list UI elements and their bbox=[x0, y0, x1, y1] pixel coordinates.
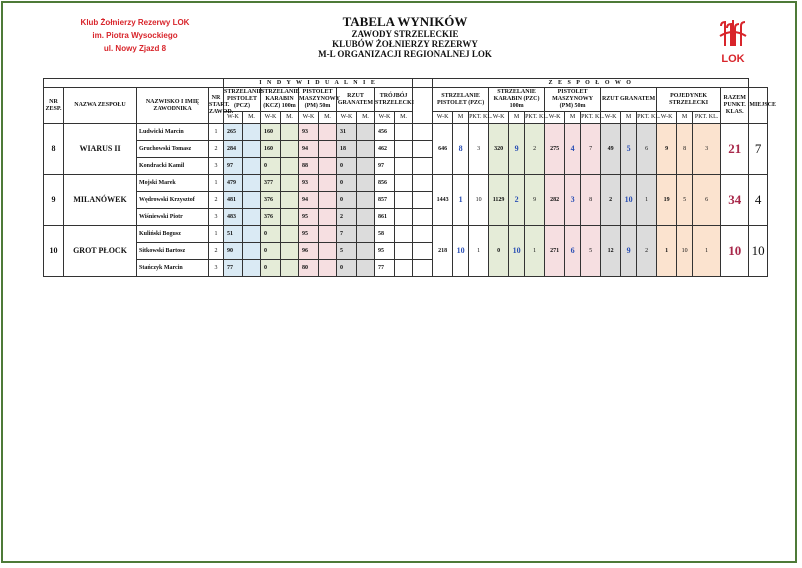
trojboj-wk: 462 bbox=[375, 141, 395, 158]
zesp-rzut-wk: 12 bbox=[601, 226, 621, 277]
zesp-pistolet-m: 8 bbox=[453, 124, 469, 175]
pm-m bbox=[319, 175, 337, 192]
zesp-karabin-wk: 0 bbox=[489, 226, 509, 277]
zesp-karabin-wk: 320 bbox=[489, 124, 509, 175]
spacer-cell bbox=[413, 209, 433, 226]
competitor-name: Mojski Marek bbox=[137, 175, 209, 192]
table-row bbox=[44, 175, 768, 192]
spacer-cell bbox=[413, 175, 433, 192]
header-zesp-pistolet-maszynowy: PISTOLET MASZYNOWY (PM) 50m bbox=[545, 88, 601, 112]
pistolet-wk: 51 bbox=[224, 226, 243, 243]
club-street: ul. Nowy Zjazd 8 bbox=[103, 44, 167, 53]
pm-wk: 94 bbox=[299, 141, 319, 158]
zesp-pm-pkt: 5 bbox=[581, 226, 601, 277]
trojboj-m bbox=[395, 141, 413, 158]
pm-m bbox=[319, 158, 337, 175]
zesp-pistolet-pkt: 3 bbox=[469, 124, 489, 175]
header-zesp-pojedynek: POJEDYNEK STRZELECKI bbox=[657, 88, 721, 112]
sub-header-pkt: PKT. KL. bbox=[525, 112, 545, 124]
sub-header-wk: W-K bbox=[261, 112, 281, 124]
team-number: 9 bbox=[44, 175, 64, 226]
karabin-wk: 0 bbox=[261, 243, 281, 260]
start-number: 2 bbox=[209, 192, 224, 209]
trojboj-m bbox=[395, 175, 413, 192]
header-trojboj: TRÓJBÓJ STRZELECKI bbox=[375, 88, 413, 112]
competitor-name: Ludwicki Marcin bbox=[137, 124, 209, 141]
rzut-wk: 2 bbox=[337, 209, 357, 226]
pistolet-m bbox=[243, 226, 261, 243]
zesp-pistolet-pkt: 1 bbox=[469, 226, 489, 277]
zesp-pistolet-wk: 218 bbox=[433, 226, 453, 277]
competitor-name: Gruchowski Tomasz bbox=[137, 141, 209, 158]
rzut-m bbox=[357, 175, 375, 192]
pm-wk: 93 bbox=[299, 124, 319, 141]
spacer-cell bbox=[413, 243, 433, 260]
pistolet-m bbox=[243, 124, 261, 141]
karabin-m bbox=[281, 158, 299, 175]
karabin-wk: 160 bbox=[261, 141, 281, 158]
sub-header-pkt: PKT. KL. bbox=[693, 112, 721, 124]
sub-header-m: M bbox=[621, 112, 637, 124]
trojboj-m bbox=[395, 243, 413, 260]
rzut-m bbox=[357, 141, 375, 158]
trojboj-m bbox=[395, 226, 413, 243]
pm-m bbox=[319, 141, 337, 158]
miejsce-value: 4 bbox=[749, 175, 768, 226]
competitor-name: Kuliński Bogusz bbox=[137, 226, 209, 243]
sub-header-wk: W-K bbox=[375, 112, 395, 124]
zesp-karabin-wk: 1129 bbox=[489, 175, 509, 226]
start-number: 1 bbox=[209, 175, 224, 192]
logo-lettering: LOK bbox=[721, 53, 745, 65]
trojboj-wk: 77 bbox=[375, 260, 395, 277]
rzut-wk: 0 bbox=[337, 158, 357, 175]
zesp-pistolet-m: 10 bbox=[453, 226, 469, 277]
spacer-cell bbox=[413, 260, 433, 277]
sub-header-wk: W-K bbox=[601, 112, 621, 124]
pm-m bbox=[319, 226, 337, 243]
header-miejsce: MIEJSCE bbox=[749, 88, 768, 124]
section-zespolowo: Z E S P O Ł O W O bbox=[433, 79, 749, 88]
competitor-name: Wędrowski Krzysztof bbox=[137, 192, 209, 209]
page-title: TABELA WYNIKÓW bbox=[342, 14, 468, 29]
team-name: WIARUS II bbox=[64, 124, 137, 175]
table-row bbox=[44, 226, 768, 243]
pm-wk: 93 bbox=[299, 175, 319, 192]
trojboj-wk: 95 bbox=[375, 243, 395, 260]
sub-header-wk: W-K bbox=[337, 112, 357, 124]
team-name: GROT PŁOCK bbox=[64, 226, 137, 277]
zesp-karabin-m: 10 bbox=[509, 226, 525, 277]
pistolet-wk: 90 bbox=[224, 243, 243, 260]
zesp-karabin-pkt: 2 bbox=[525, 124, 545, 175]
header-strz-pistolet: STRZELANIE PISTOLET (PCZ) bbox=[224, 88, 261, 112]
spacer-cell bbox=[413, 79, 433, 88]
razem-punkty: 10 bbox=[721, 226, 749, 277]
subtitle-line-2: KLUBÓW ŻOŁNIERZY REZERWY bbox=[332, 39, 478, 49]
sub-header-m: M. bbox=[281, 112, 299, 124]
zesp-pistolet-wk: 1443 bbox=[433, 175, 453, 226]
header-zesp-strz-pistolet: STRZELANIE PISTOLET (PZC) bbox=[433, 88, 489, 112]
header-razem: RAZEM PUNKT. KLAS. bbox=[721, 88, 749, 124]
trojboj-wk: 58 bbox=[375, 226, 395, 243]
sub-header-pkt: PKT. KL. bbox=[637, 112, 657, 124]
miejsce-value: 10 bbox=[749, 226, 768, 277]
spacer-cell bbox=[413, 88, 433, 124]
pm-m bbox=[319, 260, 337, 277]
pm-m bbox=[319, 243, 337, 260]
club-address bbox=[60, 16, 210, 55]
competitor-name: Sitkowski Bartosz bbox=[137, 243, 209, 260]
start-number: 1 bbox=[209, 124, 224, 141]
club-name: Klub Żołnierzy Rezerwy LOK bbox=[80, 18, 190, 27]
trojboj-m bbox=[395, 260, 413, 277]
sub-header-pkt: PKT. KL. bbox=[581, 112, 601, 124]
pm-wk: 95 bbox=[299, 209, 319, 226]
trojboj-wk: 97 bbox=[375, 158, 395, 175]
sub-header-m: M bbox=[565, 112, 581, 124]
sub-header-wk: W-K bbox=[224, 112, 243, 124]
start-number: 1 bbox=[209, 226, 224, 243]
karabin-m bbox=[281, 243, 299, 260]
pistolet-wk: 77 bbox=[224, 260, 243, 277]
spacer-cell bbox=[413, 226, 433, 243]
header-pistolet-maszynowy: PISTOLET MASZYNOWY (PM) 50m bbox=[299, 88, 337, 112]
zesp-pm-wk: 282 bbox=[545, 175, 565, 226]
karabin-wk: 0 bbox=[261, 158, 281, 175]
zesp-pm-m: 3 bbox=[565, 175, 581, 226]
sub-header-m: M bbox=[509, 112, 525, 124]
header-zesp-rzut-granatem: RZUT GRANATEM bbox=[601, 88, 657, 112]
zesp-pojedynek-wk: 9 bbox=[657, 124, 677, 175]
spacer-cell bbox=[413, 141, 433, 158]
pm-wk: 95 bbox=[299, 226, 319, 243]
pm-wk: 96 bbox=[299, 243, 319, 260]
sub-header-m: M. bbox=[243, 112, 261, 124]
pistolet-wk: 265 bbox=[224, 124, 243, 141]
zesp-rzut-wk: 49 bbox=[601, 124, 621, 175]
rzut-wk: 5 bbox=[337, 243, 357, 260]
zesp-pojedynek-m: 10 bbox=[677, 226, 693, 277]
zesp-rzut-m: 10 bbox=[621, 175, 637, 226]
pistolet-m bbox=[243, 260, 261, 277]
zesp-karabin-m: 9 bbox=[509, 124, 525, 175]
karabin-wk: 160 bbox=[261, 124, 281, 141]
karabin-wk: 376 bbox=[261, 209, 281, 226]
pistolet-wk: 284 bbox=[224, 141, 243, 158]
zesp-rzut-pkt: 2 bbox=[637, 226, 657, 277]
start-number: 2 bbox=[209, 141, 224, 158]
sub-header-m: M bbox=[453, 112, 469, 124]
spacer-cell bbox=[44, 79, 224, 88]
pistolet-wk: 97 bbox=[224, 158, 243, 175]
karabin-m bbox=[281, 209, 299, 226]
pistolet-wk: 483 bbox=[224, 209, 243, 226]
zesp-rzut-pkt: 6 bbox=[637, 124, 657, 175]
subtitle-line-3: M-L ORGANIZACJI REGIONALNEJ LOK bbox=[318, 49, 492, 59]
start-number: 2 bbox=[209, 243, 224, 260]
sub-header-m: M. bbox=[319, 112, 337, 124]
team-name: MILANÓWEK bbox=[64, 175, 137, 226]
razem-punkty: 21 bbox=[721, 124, 749, 175]
trojboj-m bbox=[395, 192, 413, 209]
zesp-rzut-m: 5 bbox=[621, 124, 637, 175]
spacer-cell bbox=[413, 124, 433, 141]
sub-header-wk: W-K bbox=[299, 112, 319, 124]
zesp-pm-m: 4 bbox=[565, 124, 581, 175]
zesp-pojedynek-wk: 19 bbox=[657, 175, 677, 226]
pistolet-m bbox=[243, 158, 261, 175]
rzut-m bbox=[357, 192, 375, 209]
zesp-pm-pkt: 7 bbox=[581, 124, 601, 175]
karabin-m bbox=[281, 175, 299, 192]
trojboj-m bbox=[395, 158, 413, 175]
pm-m bbox=[319, 209, 337, 226]
header-nazwa-zespolu: NAZWA ZESPOŁU bbox=[64, 88, 137, 124]
subtitle-line-1: ZAWODY STRZELECKIE bbox=[351, 29, 459, 39]
sub-header-wk: W-K bbox=[545, 112, 565, 124]
pistolet-m bbox=[243, 209, 261, 226]
team-number: 10 bbox=[44, 226, 64, 277]
sub-header-pkt: PKT. KL. bbox=[469, 112, 489, 124]
zesp-pojedynek-pkt: 1 bbox=[693, 226, 721, 277]
pistolet-m bbox=[243, 175, 261, 192]
rzut-m bbox=[357, 124, 375, 141]
zesp-pm-wk: 275 bbox=[545, 124, 565, 175]
zesp-pm-wk: 271 bbox=[545, 226, 565, 277]
pistolet-m bbox=[243, 141, 261, 158]
club-patron: im. Piotra Wysockiego bbox=[92, 31, 178, 40]
rzut-m bbox=[357, 209, 375, 226]
miejsce-value: 7 bbox=[749, 124, 768, 175]
table-row bbox=[44, 124, 768, 141]
rzut-wk: 7 bbox=[337, 226, 357, 243]
karabin-wk: 0 bbox=[261, 260, 281, 277]
competitor-name: Wiśniewski Piotr bbox=[137, 209, 209, 226]
sub-header-wk: W-K bbox=[433, 112, 453, 124]
zesp-rzut-m: 9 bbox=[621, 226, 637, 277]
pistolet-wk: 479 bbox=[224, 175, 243, 192]
start-number: 3 bbox=[209, 158, 224, 175]
pistolet-wk: 481 bbox=[224, 192, 243, 209]
karabin-wk: 376 bbox=[261, 192, 281, 209]
trojboj-wk: 856 bbox=[375, 175, 395, 192]
zesp-rzut-wk: 2 bbox=[601, 175, 621, 226]
sub-header-m: M. bbox=[395, 112, 413, 124]
pistolet-m bbox=[243, 192, 261, 209]
zesp-pojedynek-m: 5 bbox=[677, 175, 693, 226]
start-number: 3 bbox=[209, 209, 224, 226]
rzut-wk: 0 bbox=[337, 192, 357, 209]
start-number: 3 bbox=[209, 260, 224, 277]
rzut-wk: 18 bbox=[337, 141, 357, 158]
lok-logo-icon bbox=[716, 18, 750, 66]
pm-m bbox=[319, 124, 337, 141]
pm-wk: 80 bbox=[299, 260, 319, 277]
rzut-m bbox=[357, 260, 375, 277]
trojboj-wk: 857 bbox=[375, 192, 395, 209]
zesp-pm-pkt: 8 bbox=[581, 175, 601, 226]
header-strz-karabin-kcz: STRZELANIE KARABIN (KCZ) 100m bbox=[261, 88, 299, 112]
pm-wk: 88 bbox=[299, 158, 319, 175]
header-nr-zesp: NR ZESP. bbox=[44, 88, 64, 124]
karabin-m bbox=[281, 124, 299, 141]
results-table bbox=[43, 78, 776, 277]
karabin-wk: 0 bbox=[261, 226, 281, 243]
sub-header-wk: W-K bbox=[657, 112, 677, 124]
zesp-pistolet-pkt: 10 bbox=[469, 175, 489, 226]
rzut-wk: 0 bbox=[337, 175, 357, 192]
zesp-karabin-pkt: 1 bbox=[525, 226, 545, 277]
zesp-karabin-pkt: 9 bbox=[525, 175, 545, 226]
trojboj-wk: 456 bbox=[375, 124, 395, 141]
karabin-m bbox=[281, 226, 299, 243]
karabin-wk: 377 bbox=[261, 175, 281, 192]
pm-wk: 94 bbox=[299, 192, 319, 209]
spacer-cell bbox=[413, 158, 433, 175]
spacer-cell bbox=[413, 192, 433, 209]
karabin-m bbox=[281, 192, 299, 209]
rzut-wk: 0 bbox=[337, 260, 357, 277]
zesp-pistolet-wk: 646 bbox=[433, 124, 453, 175]
zesp-pm-m: 6 bbox=[565, 226, 581, 277]
header-nazwisko: NAZWISKO I IMIĘ ZAWODNIKA bbox=[137, 88, 209, 124]
pistolet-m bbox=[243, 243, 261, 260]
sub-header-m: M. bbox=[357, 112, 375, 124]
razem-punkty: 34 bbox=[721, 175, 749, 226]
zesp-pojedynek-pkt: 6 bbox=[693, 175, 721, 226]
zesp-pistolet-m: 1 bbox=[453, 175, 469, 226]
section-indywidualnie: I N D Y W I D U A L N I E bbox=[224, 79, 413, 88]
trojboj-m bbox=[395, 124, 413, 141]
competitor-name: Stańczyk Marcin bbox=[137, 260, 209, 277]
zesp-rzut-pkt: 1 bbox=[637, 175, 657, 226]
competitor-name: Kondracki Kamil bbox=[137, 158, 209, 175]
rzut-m bbox=[357, 158, 375, 175]
document-titles bbox=[240, 14, 570, 59]
rzut-m bbox=[357, 226, 375, 243]
karabin-m bbox=[281, 260, 299, 277]
zesp-pojedynek-pkt: 3 bbox=[693, 124, 721, 175]
trojboj-wk: 861 bbox=[375, 209, 395, 226]
header-nr-start: NR START. ZAWOD. bbox=[209, 88, 224, 124]
karabin-m bbox=[281, 141, 299, 158]
rzut-wk: 31 bbox=[337, 124, 357, 141]
team-number: 8 bbox=[44, 124, 64, 175]
rzut-m bbox=[357, 243, 375, 260]
sub-header-wk: W-K bbox=[489, 112, 509, 124]
sub-header-m: M bbox=[677, 112, 693, 124]
header-zesp-strz-karabin: STRZELANIE KARABIN (PZC) 100m bbox=[489, 88, 545, 112]
header-rzut-granatem: RZUT GRANATEM bbox=[337, 88, 375, 112]
zesp-karabin-m: 2 bbox=[509, 175, 525, 226]
zesp-pojedynek-m: 8 bbox=[677, 124, 693, 175]
trojboj-m bbox=[395, 209, 413, 226]
pm-m bbox=[319, 192, 337, 209]
zesp-pojedynek-wk: 1 bbox=[657, 226, 677, 277]
